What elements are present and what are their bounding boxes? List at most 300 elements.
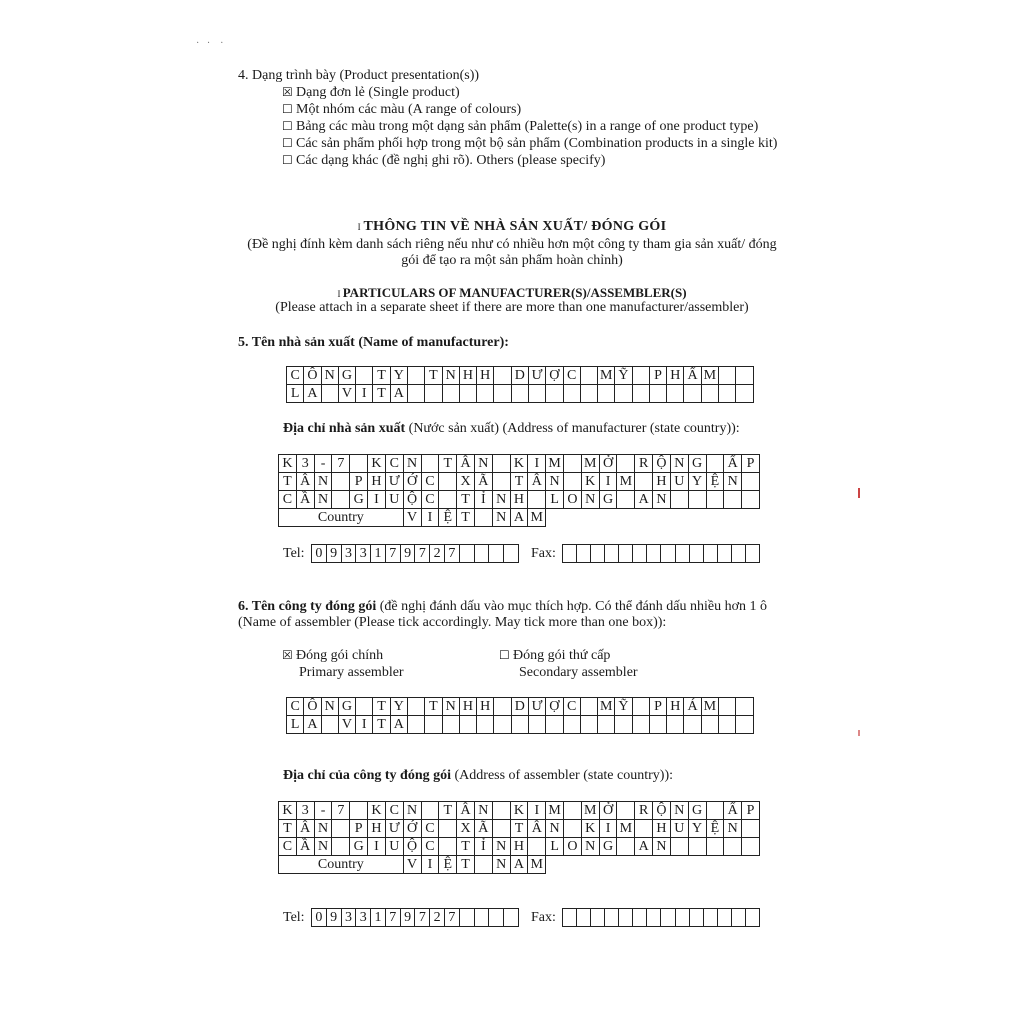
grid-cell[interactable]	[689, 909, 703, 927]
grid-cell[interactable]: M	[617, 820, 635, 838]
grid-cell[interactable]: T	[279, 820, 297, 838]
grid-cell[interactable]	[724, 491, 742, 509]
country-cell[interactable]: V	[403, 509, 421, 527]
grid-cell[interactable]: M	[617, 473, 635, 491]
grid-cell[interactable]	[684, 385, 701, 403]
grid-cell[interactable]: G	[688, 802, 706, 820]
grid-cell[interactable]	[667, 385, 684, 403]
grid-cell[interactable]: L	[287, 385, 304, 403]
grid-cell[interactable]	[407, 716, 424, 734]
grid-cell[interactable]	[706, 455, 724, 473]
grid-cell[interactable]	[494, 716, 511, 734]
grid-cell[interactable]	[356, 367, 373, 385]
grid-cell[interactable]: N	[403, 455, 421, 473]
grid-cell[interactable]: Ư	[528, 698, 545, 716]
grid-cell[interactable]: G	[688, 455, 706, 473]
grid-cell[interactable]: T	[279, 473, 297, 491]
grid-cell[interactable]: C	[421, 820, 439, 838]
grid-cell[interactable]	[661, 909, 675, 927]
grid-cell[interactable]: Ầ	[296, 491, 314, 509]
grid-cell[interactable]: Ệ	[706, 820, 724, 838]
grid-cell[interactable]: L	[546, 838, 564, 856]
grid-cell[interactable]	[633, 909, 647, 927]
grid-cell[interactable]: M	[546, 455, 564, 473]
grid-cell[interactable]: P	[649, 698, 666, 716]
grid-cell[interactable]	[528, 838, 546, 856]
checkbox[interactable]: ☒	[282, 85, 293, 99]
grid-cell[interactable]: K	[581, 473, 599, 491]
grid-cell[interactable]	[350, 802, 368, 820]
country-cell[interactable]: A	[510, 509, 528, 527]
grid-cell[interactable]: N	[724, 473, 742, 491]
grid-cell[interactable]	[477, 716, 494, 734]
grid-cell[interactable]: N	[492, 491, 510, 509]
grid-cell[interactable]	[546, 716, 563, 734]
grid-cell[interactable]: N	[546, 473, 564, 491]
grid-cell[interactable]: Â	[457, 802, 475, 820]
grid-cell[interactable]	[504, 545, 519, 563]
grid-cell[interactable]: U	[670, 820, 688, 838]
country-cell[interactable]: Ệ	[439, 509, 457, 527]
grid-cell[interactable]: M	[598, 367, 615, 385]
grid-cell[interactable]: D	[511, 698, 528, 716]
grid-cell[interactable]: N	[581, 491, 599, 509]
secondary-assembler-option[interactable]: ☐ Đóng gói thứ cấp	[499, 648, 611, 663]
grid-cell[interactable]	[459, 545, 474, 563]
grid-cell[interactable]	[477, 385, 494, 403]
grid-cell[interactable]: 3	[356, 909, 371, 927]
presentation-option[interactable]	[282, 152, 605, 169]
grid-cell[interactable]: V	[338, 716, 355, 734]
grid-cell[interactable]: Ợ	[546, 367, 563, 385]
grid-cell[interactable]: Â	[296, 820, 314, 838]
grid-cell[interactable]: Y	[390, 367, 407, 385]
grid-cell[interactable]	[736, 698, 754, 716]
grid-cell[interactable]: A	[390, 385, 407, 403]
grid-cell[interactable]	[494, 385, 511, 403]
grid-cell[interactable]: K	[368, 455, 386, 473]
grid-cell[interactable]	[736, 385, 754, 403]
grid-cell[interactable]	[528, 716, 545, 734]
grid-cell[interactable]: T	[425, 698, 442, 716]
grid-cell[interactable]: N	[546, 820, 564, 838]
grid-cell[interactable]	[719, 367, 736, 385]
grid-cell[interactable]: Ộ	[403, 838, 421, 856]
grid-cell[interactable]: N	[321, 698, 338, 716]
grid-cell[interactable]: L	[287, 716, 304, 734]
grid-cell[interactable]: O	[564, 491, 582, 509]
grid-cell[interactable]: Ớ	[403, 820, 421, 838]
grid-cell[interactable]: T	[439, 802, 457, 820]
grid-cell[interactable]	[719, 385, 736, 403]
grid-cell[interactable]	[632, 367, 649, 385]
grid-cell[interactable]: C	[563, 367, 580, 385]
grid-cell[interactable]: C	[421, 491, 439, 509]
grid-cell[interactable]: H	[653, 473, 671, 491]
grid-cell[interactable]	[688, 838, 706, 856]
grid-cell[interactable]: 9	[326, 545, 341, 563]
grid-cell[interactable]: N	[314, 473, 332, 491]
grid-cell[interactable]	[332, 838, 350, 856]
grid-cell[interactable]	[742, 820, 760, 838]
grid-cell[interactable]	[731, 909, 745, 927]
grid-cell[interactable]: Ô	[304, 367, 321, 385]
grid-cell[interactable]	[421, 802, 439, 820]
grid-cell[interactable]: Ẩ	[684, 367, 701, 385]
grid-cell[interactable]: U	[670, 473, 688, 491]
grid-cell[interactable]: N	[442, 698, 459, 716]
grid-cell[interactable]: I	[368, 838, 386, 856]
grid-cell[interactable]	[459, 909, 474, 927]
grid-cell[interactable]	[564, 820, 582, 838]
country-cell[interactable]	[474, 856, 492, 874]
grid-cell[interactable]: Ã	[474, 820, 492, 838]
grid-cell[interactable]	[731, 545, 745, 563]
grid-cell[interactable]	[703, 909, 717, 927]
grid-cell[interactable]	[489, 545, 504, 563]
grid-cell[interactable]: T	[373, 385, 390, 403]
grid-cell[interactable]	[528, 385, 545, 403]
grid-cell[interactable]	[580, 716, 597, 734]
grid-cell[interactable]: N	[581, 838, 599, 856]
grid-cell[interactable]: L	[546, 491, 564, 509]
grid-cell[interactable]: Y	[390, 698, 407, 716]
grid-cell[interactable]	[717, 545, 731, 563]
grid-cell[interactable]: N	[670, 455, 688, 473]
grid-cell[interactable]: D	[511, 367, 528, 385]
grid-cell[interactable]: Ấ	[724, 802, 742, 820]
grid-cell[interactable]	[439, 473, 457, 491]
grid-cell[interactable]: N	[321, 367, 338, 385]
grid-cell[interactable]: Â	[528, 473, 546, 491]
grid-cell[interactable]: Ư	[385, 820, 403, 838]
grid-cell[interactable]	[632, 698, 649, 716]
grid-cell[interactable]: Ỹ	[615, 367, 632, 385]
grid-cell[interactable]	[745, 909, 759, 927]
grid-cell[interactable]	[742, 491, 760, 509]
grid-cell[interactable]: U	[385, 838, 403, 856]
grid-cell[interactable]: A	[304, 716, 321, 734]
grid-cell[interactable]: G	[599, 838, 617, 856]
grid-cell[interactable]	[439, 491, 457, 509]
country-cell[interactable]: I	[421, 509, 439, 527]
grid-cell[interactable]: N	[314, 491, 332, 509]
grid-cell[interactable]	[494, 367, 511, 385]
grid-cell[interactable]: Ầ	[296, 838, 314, 856]
grid-cell[interactable]: I	[368, 491, 386, 509]
grid-cell[interactable]: M	[701, 698, 718, 716]
grid-cell[interactable]	[591, 545, 605, 563]
grid-cell[interactable]: H	[667, 698, 684, 716]
grid-cell[interactable]: C	[385, 802, 403, 820]
secondary-checkbox[interactable]: ☐	[499, 648, 510, 662]
grid-cell[interactable]: R	[635, 802, 653, 820]
grid-cell[interactable]: Ấ	[724, 455, 742, 473]
grid-cell[interactable]: I	[528, 802, 546, 820]
grid-cell[interactable]: N	[403, 802, 421, 820]
grid-cell[interactable]	[563, 545, 577, 563]
country-cell[interactable]: T	[457, 856, 475, 874]
grid-cell[interactable]: K	[510, 455, 528, 473]
grid-cell[interactable]	[670, 838, 688, 856]
grid-cell[interactable]	[617, 455, 635, 473]
grid-cell[interactable]	[528, 491, 546, 509]
grid-cell[interactable]	[647, 909, 661, 927]
grid-cell[interactable]: N	[474, 802, 492, 820]
grid-cell[interactable]	[421, 455, 439, 473]
grid-cell[interactable]: N	[653, 838, 671, 856]
grid-cell[interactable]: Ộ	[653, 802, 671, 820]
grid-cell[interactable]	[689, 545, 703, 563]
primary-checkbox[interactable]: ☒	[282, 648, 293, 662]
grid-cell[interactable]: 3	[341, 909, 356, 927]
grid-cell[interactable]: G	[338, 367, 355, 385]
grid-cell[interactable]: Ớ	[403, 473, 421, 491]
grid-cell[interactable]: T	[439, 455, 457, 473]
grid-cell[interactable]: -	[314, 802, 332, 820]
grid-cell[interactable]	[580, 698, 597, 716]
grid-cell[interactable]	[703, 545, 717, 563]
grid-cell[interactable]	[615, 716, 632, 734]
grid-cell[interactable]	[635, 473, 653, 491]
grid-cell[interactable]	[647, 545, 661, 563]
presentation-option[interactable]	[282, 118, 758, 135]
grid-cell[interactable]	[706, 838, 724, 856]
grid-cell[interactable]	[617, 838, 635, 856]
grid-cell[interactable]: Ỉ	[474, 838, 492, 856]
grid-cell[interactable]: Ô	[304, 698, 321, 716]
grid-cell[interactable]	[407, 698, 424, 716]
grid-cell[interactable]: P	[350, 473, 368, 491]
grid-cell[interactable]	[632, 716, 649, 734]
grid-cell[interactable]	[635, 820, 653, 838]
grid-cell[interactable]: O	[564, 838, 582, 856]
grid-cell[interactable]: G	[338, 698, 355, 716]
grid-cell[interactable]	[649, 385, 666, 403]
grid-cell[interactable]: T	[425, 367, 442, 385]
grid-cell[interactable]: C	[421, 838, 439, 856]
grid-cell[interactable]	[742, 473, 760, 491]
grid-cell[interactable]: Ở	[599, 802, 617, 820]
grid-cell[interactable]	[619, 545, 633, 563]
grid-cell[interactable]: G	[350, 838, 368, 856]
grid-cell[interactable]	[407, 367, 424, 385]
grid-cell[interactable]: 7	[385, 909, 400, 927]
presentation-option[interactable]	[282, 84, 460, 101]
grid-cell[interactable]: 9	[400, 545, 415, 563]
grid-cell[interactable]: H	[510, 491, 528, 509]
grid-cell[interactable]: 3	[341, 545, 356, 563]
grid-cell[interactable]	[350, 455, 368, 473]
grid-cell[interactable]: N	[653, 491, 671, 509]
grid-cell[interactable]: K	[510, 802, 528, 820]
grid-cell[interactable]: Ộ	[403, 491, 421, 509]
grid-cell[interactable]	[736, 716, 754, 734]
grid-cell[interactable]	[701, 385, 718, 403]
grid-cell[interactable]	[563, 716, 580, 734]
grid-cell[interactable]: 2	[430, 545, 445, 563]
grid-cell[interactable]: T	[373, 716, 390, 734]
grid-cell[interactable]: A	[635, 838, 653, 856]
grid-cell[interactable]: K	[279, 455, 297, 473]
grid-cell[interactable]	[706, 802, 724, 820]
grid-cell[interactable]: P	[350, 820, 368, 838]
grid-cell[interactable]: G	[599, 491, 617, 509]
grid-cell[interactable]: K	[368, 802, 386, 820]
grid-cell[interactable]	[580, 367, 597, 385]
grid-cell[interactable]: N	[314, 820, 332, 838]
grid-cell[interactable]	[649, 716, 666, 734]
grid-cell[interactable]	[492, 820, 510, 838]
country-cell[interactable]: N	[492, 509, 510, 527]
grid-cell[interactable]	[605, 545, 619, 563]
country-cell[interactable]: N	[492, 856, 510, 874]
checkbox[interactable]: ☐	[282, 102, 293, 116]
country-cell[interactable]: T	[457, 509, 475, 527]
grid-cell[interactable]	[617, 802, 635, 820]
grid-cell[interactable]: U	[385, 491, 403, 509]
grid-cell[interactable]: 7	[445, 909, 460, 927]
grid-cell[interactable]: 9	[326, 909, 341, 927]
grid-cell[interactable]	[591, 909, 605, 927]
grid-cell[interactable]: 7	[332, 802, 350, 820]
grid-cell[interactable]	[701, 716, 718, 734]
grid-cell[interactable]: N	[724, 820, 742, 838]
grid-cell[interactable]: T	[457, 838, 475, 856]
grid-cell[interactable]	[615, 385, 632, 403]
grid-cell[interactable]: A	[304, 385, 321, 403]
grid-cell[interactable]: C	[279, 838, 297, 856]
grid-cell[interactable]	[661, 545, 675, 563]
grid-cell[interactable]: C	[385, 455, 403, 473]
grid-cell[interactable]	[736, 367, 754, 385]
grid-cell[interactable]	[425, 385, 442, 403]
grid-cell[interactable]: I	[356, 385, 373, 403]
grid-cell[interactable]	[442, 716, 459, 734]
grid-cell[interactable]: P	[742, 802, 760, 820]
grid-cell[interactable]: H	[368, 820, 386, 838]
grid-cell[interactable]: 1	[371, 909, 386, 927]
grid-cell[interactable]: G	[350, 491, 368, 509]
country-cell[interactable]: V	[403, 856, 421, 874]
grid-cell[interactable]	[564, 455, 582, 473]
grid-cell[interactable]: K	[279, 802, 297, 820]
grid-cell[interactable]: Ã	[474, 473, 492, 491]
grid-cell[interactable]: 3	[296, 802, 314, 820]
grid-cell[interactable]: Ở	[599, 455, 617, 473]
grid-cell[interactable]: P	[742, 455, 760, 473]
grid-cell[interactable]: H	[667, 367, 684, 385]
checkbox[interactable]: ☐	[282, 119, 293, 133]
grid-cell[interactable]: V	[338, 385, 355, 403]
grid-cell[interactable]	[719, 716, 736, 734]
grid-cell[interactable]: 7	[332, 455, 350, 473]
grid-cell[interactable]	[546, 385, 563, 403]
grid-cell[interactable]	[724, 838, 742, 856]
grid-cell[interactable]	[564, 802, 582, 820]
grid-cell[interactable]	[442, 385, 459, 403]
grid-cell[interactable]: R	[635, 455, 653, 473]
grid-cell[interactable]	[564, 473, 582, 491]
grid-cell[interactable]	[580, 385, 597, 403]
grid-cell[interactable]: 7	[415, 909, 430, 927]
grid-cell[interactable]	[745, 545, 759, 563]
checkbox[interactable]: ☐	[282, 153, 293, 167]
country-cell[interactable]	[474, 509, 492, 527]
grid-cell[interactable]	[474, 909, 489, 927]
grid-cell[interactable]	[407, 385, 424, 403]
grid-cell[interactable]	[459, 385, 476, 403]
grid-cell[interactable]: C	[279, 491, 297, 509]
grid-cell[interactable]	[494, 698, 511, 716]
grid-cell[interactable]: M	[581, 455, 599, 473]
grid-cell[interactable]: I	[528, 455, 546, 473]
grid-cell[interactable]	[684, 716, 701, 734]
grid-cell[interactable]	[632, 385, 649, 403]
grid-cell[interactable]: X	[457, 820, 475, 838]
grid-cell[interactable]	[492, 473, 510, 491]
country-cell[interactable]: M	[528, 509, 546, 527]
grid-cell[interactable]	[563, 385, 580, 403]
grid-cell[interactable]: 7	[415, 545, 430, 563]
grid-cell[interactable]: M	[581, 802, 599, 820]
grid-cell[interactable]	[321, 716, 338, 734]
grid-cell[interactable]: N	[492, 838, 510, 856]
grid-cell[interactable]: Ư	[385, 473, 403, 491]
grid-cell[interactable]	[332, 473, 350, 491]
grid-cell[interactable]: I	[599, 473, 617, 491]
grid-cell[interactable]: A	[635, 491, 653, 509]
grid-cell[interactable]: H	[477, 367, 494, 385]
grid-cell[interactable]: Â	[296, 473, 314, 491]
grid-cell[interactable]	[598, 385, 615, 403]
grid-cell[interactable]	[742, 838, 760, 856]
country-cell[interactable]: Ệ	[439, 856, 457, 874]
grid-cell[interactable]: 0	[312, 909, 327, 927]
grid-cell[interactable]: H	[477, 698, 494, 716]
grid-cell[interactable]: 0	[312, 545, 327, 563]
checkbox[interactable]: ☐	[282, 136, 293, 150]
grid-cell[interactable]	[717, 909, 731, 927]
grid-cell[interactable]: Ỹ	[615, 698, 632, 716]
grid-cell[interactable]: T	[457, 491, 475, 509]
grid-cell[interactable]: 3	[296, 455, 314, 473]
grid-cell[interactable]	[675, 909, 689, 927]
grid-cell[interactable]: 9	[400, 909, 415, 927]
grid-cell[interactable]	[675, 545, 689, 563]
grid-cell[interactable]	[474, 545, 489, 563]
grid-cell[interactable]	[321, 385, 338, 403]
grid-cell[interactable]	[489, 909, 504, 927]
grid-cell[interactable]	[439, 820, 457, 838]
grid-cell[interactable]: Ợ	[546, 698, 563, 716]
grid-cell[interactable]: T	[373, 367, 390, 385]
grid-cell[interactable]	[617, 491, 635, 509]
grid-cell[interactable]	[511, 385, 528, 403]
grid-cell[interactable]: Y	[688, 473, 706, 491]
grid-cell[interactable]: N	[474, 455, 492, 473]
grid-cell[interactable]: Á	[684, 698, 701, 716]
grid-cell[interactable]	[577, 909, 591, 927]
grid-cell[interactable]	[511, 716, 528, 734]
grid-cell[interactable]	[706, 491, 724, 509]
grid-cell[interactable]: C	[287, 367, 304, 385]
presentation-option[interactable]	[282, 101, 521, 118]
grid-cell[interactable]	[605, 909, 619, 927]
grid-cell[interactable]	[719, 698, 736, 716]
grid-cell[interactable]: H	[653, 820, 671, 838]
grid-cell[interactable]: Ư	[528, 367, 545, 385]
